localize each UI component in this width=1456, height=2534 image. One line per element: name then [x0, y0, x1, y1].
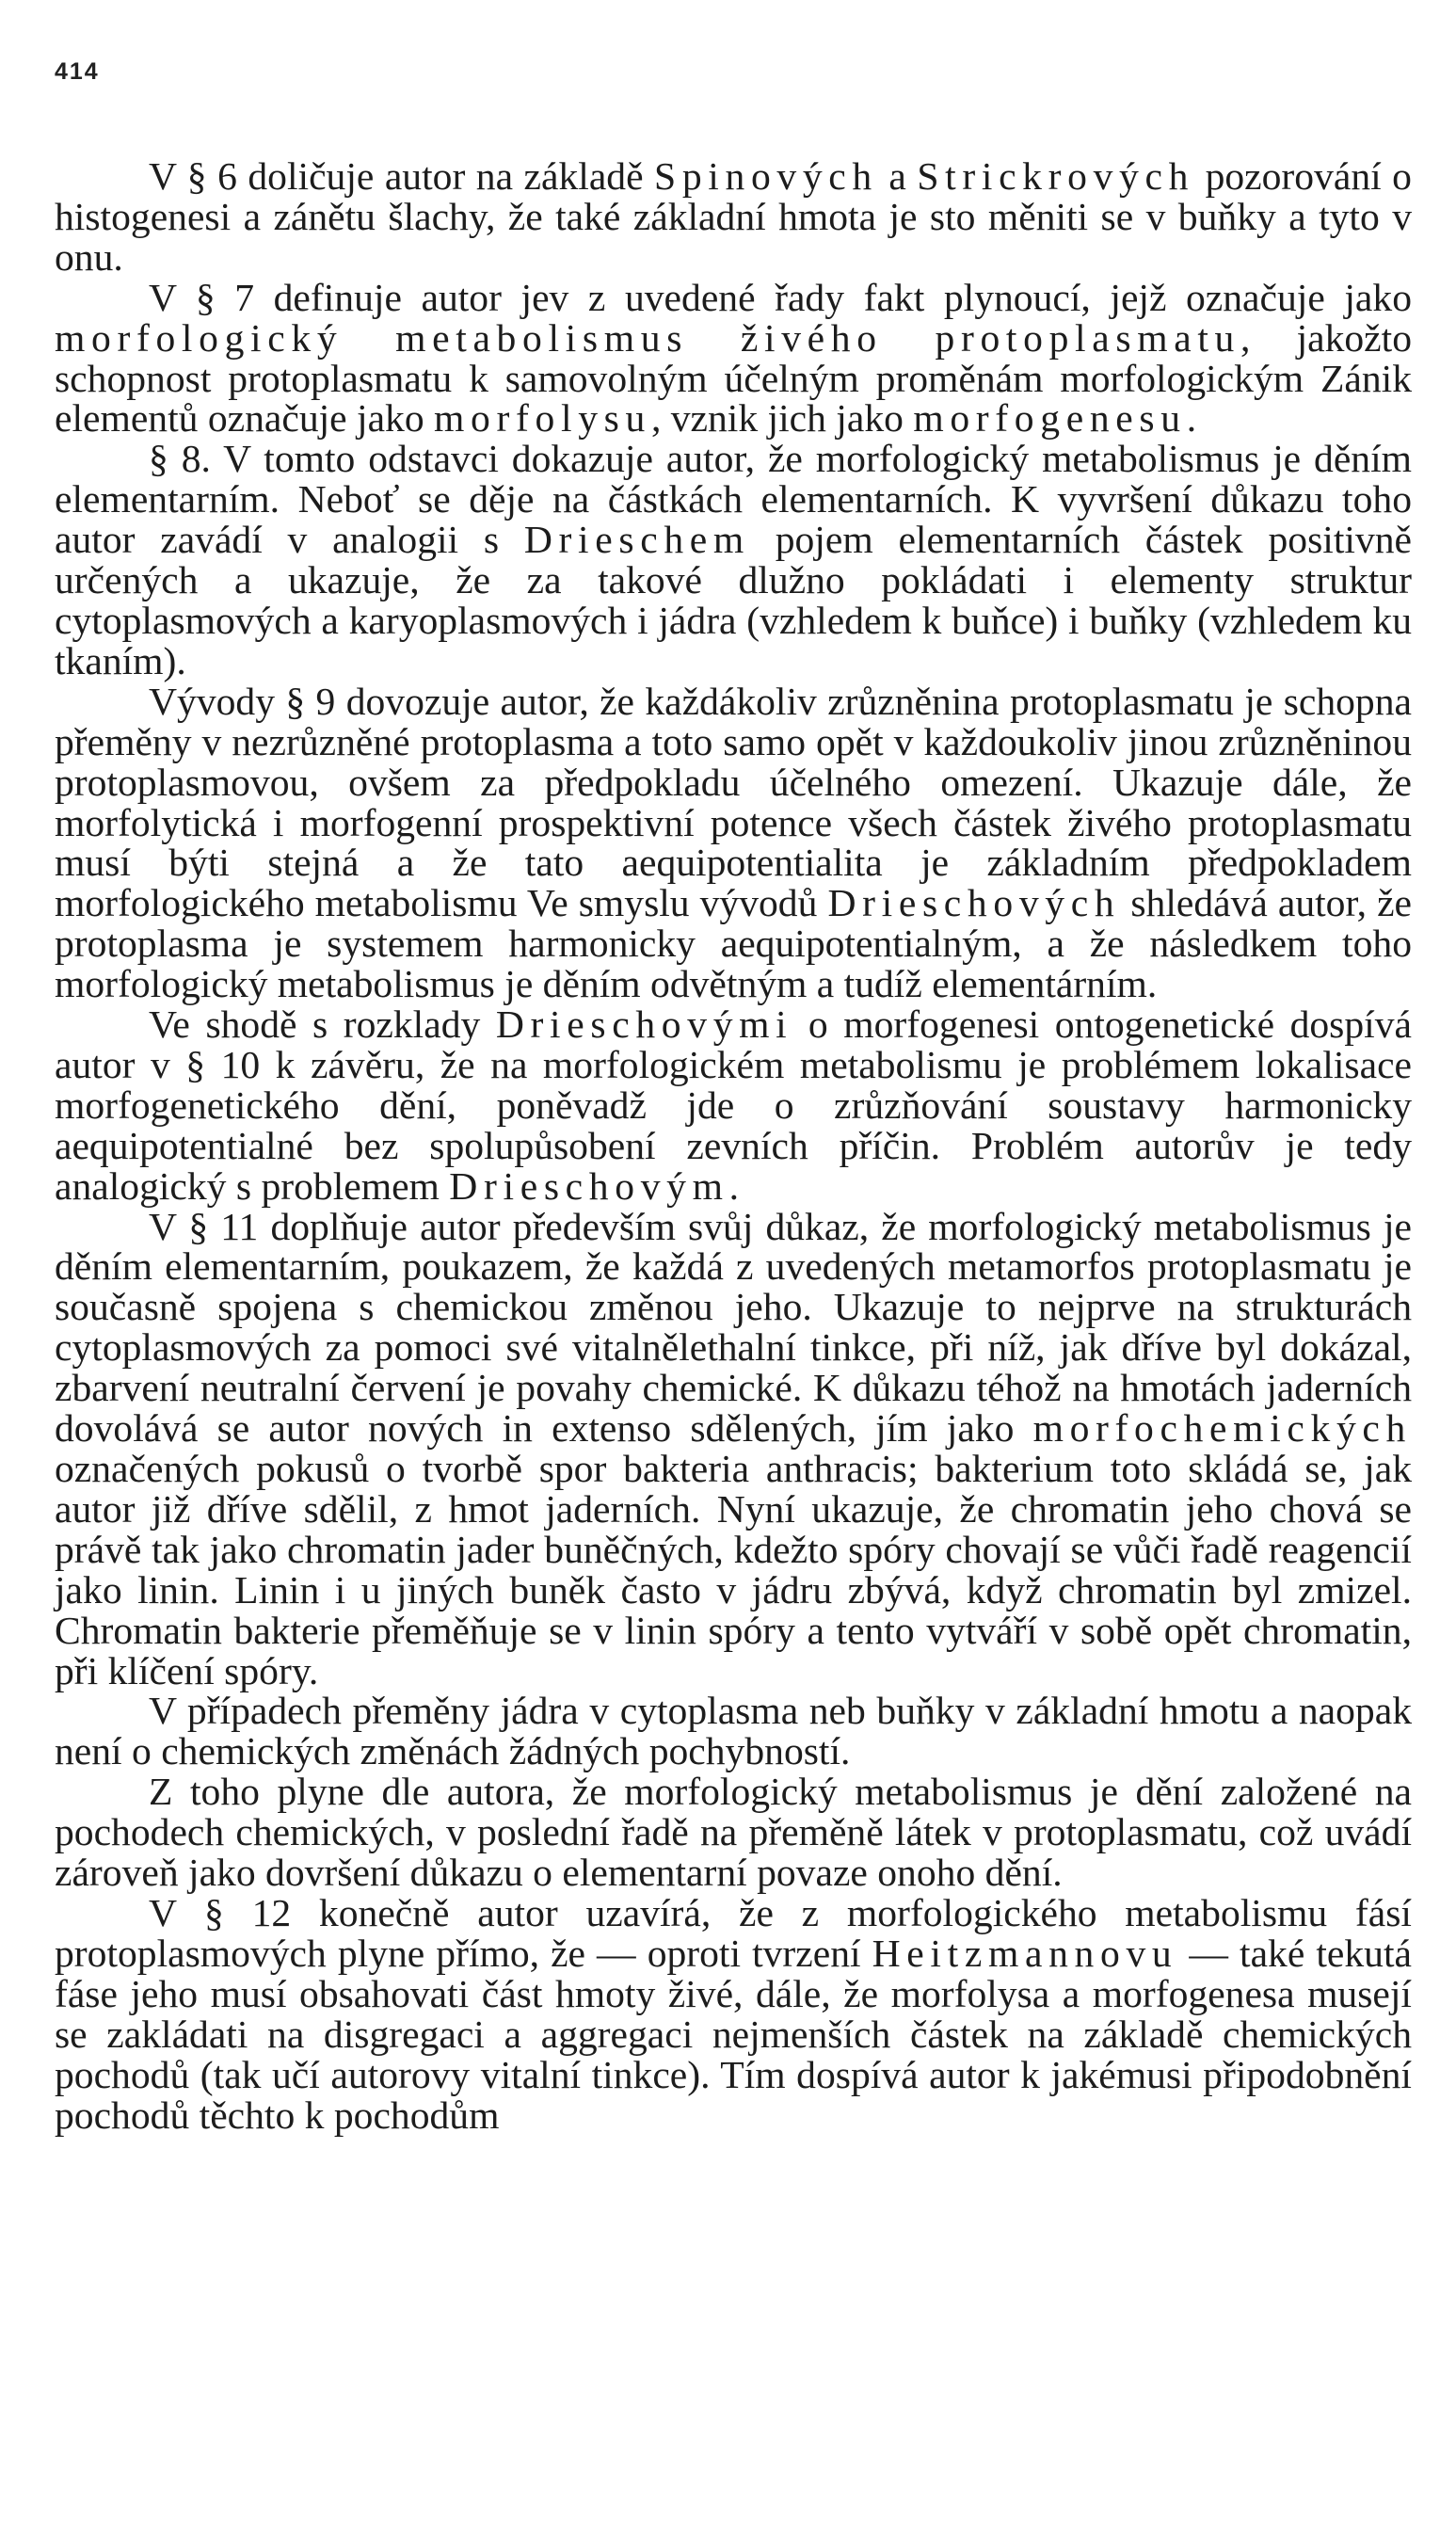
text-run: .	[728, 1163, 740, 1208]
spaced-name: Strickrových	[917, 154, 1195, 198]
text-run: Ve shodě s rozklady	[149, 1002, 496, 1047]
body-text	[55, 156, 1412, 2135]
text-run: označených pokusů o tvorbě spor bakteria anthracis; bakterium toto skládá se, jak autor již dříve sdělil, z hmot jaderních. Nyní ukazuje, že chromatin jeho chová se právě tak jako chromatin jader buněčných, kdežto spóry chovají se vůči řadě reagencií jako linin. Linin i u jiných buněk často v jádru zbývá, když chromatin byl zmizel. Chromatin bakterie přeměňuje se v linin spóry a tento vytváří v sobě opět chromatin, při klíčení spóry.	[55, 1447, 1412, 1692]
spaced-name: Drieschem	[523, 518, 750, 562]
text-run: shledává autor, že protoplasma je systemem harmonicky aequipotentialným, a že následkem toho morfologický metabolismus je děním odvětným a tudíž elementárním.	[55, 881, 1412, 1006]
text-run: V § 7 definuje autor jev z uvedené řady fakt plynoucí, jejž označuje jako	[149, 275, 1412, 319]
paragraph	[55, 439, 1412, 681]
text-run: pozorování o histogenesi a zánětu šlachy, že také základní hmota je sto měniti se v buňky a tyto v onu.	[55, 154, 1412, 279]
text-run: § 8. V tomto odstavci dokazuje autor, že morfologický metabolismus je děním elementarním. Neboť se děje na částkách elementarních. K vyvršení důkazu toho autor zavádí v analogii s	[55, 437, 1412, 562]
paragraph	[55, 156, 1412, 278]
spaced-name: Drieschových	[827, 881, 1121, 925]
text-run: a	[877, 154, 918, 198]
paragraph	[55, 275, 1412, 441]
text-run: .	[1186, 396, 1197, 441]
text-run: pojem elementarních částek positivně určených a ukazuje, že za takové dlužno pokládati i elementy struktur cytoplasmových a karyoplasmových i jádra (vzhledem k buňce) i buňky (vzhledem ku tkaním).	[55, 518, 1413, 682]
spaced-name: morfologický metabolismus živého protoplasmatu	[55, 315, 1240, 360]
paragraph	[55, 1691, 1412, 1772]
spaced-name: Heitzmannovu	[872, 1931, 1178, 1975]
spaced-name: morfolysu	[434, 396, 651, 441]
spaced-name: morfochemických	[1032, 1406, 1412, 1451]
text-run: V § 6 dоličuje autor na základě	[149, 154, 655, 198]
paragraph	[55, 1204, 1412, 1692]
text-run: o morfogenesi ontogenetické dospívá autor v § 10 k závěru, že na morfologickém metabolismu je problémem lokalisace morfogenetického dění, poněvadž jde o zrůzňování soustavy harmonicky aequipotentialné bez spolupůsobení zevních příčin. Problém autorův je tedy analogický s problemem	[55, 1002, 1412, 1208]
paragraph	[55, 1890, 1412, 2137]
spaced-name: Drieschovým	[449, 1163, 729, 1208]
text-run: , vznik jich jako	[650, 396, 914, 441]
text-run: Vývody § 9 dovozuje autor, že každákoliv zrůzněnina protoplasmatu je schopna přeměny v nezrůzněné protoplasma a toto samo opět v každoukoliv jinou zrůzněninou protoplasmovou, ovšem za předpokladu účelného omezení. Ukazuje dále, že morfolytická i morfogenní prospektivní potence všech částek živého protoplasmatu musí býti stejná a že tato aequipotentialita je základním předpokladem morfologického metabolismu Ve smyslu vývodů	[55, 679, 1412, 925]
paragraph	[55, 679, 1412, 1006]
text-run: V § 12 konečně autor uzavírá, že z morfologického metabolismu fásí protoplasmových plyne přímo, že — oproti tvrzení	[55, 1890, 1412, 1975]
paragraph	[55, 1772, 1412, 1893]
text-run: V § 11 doplňuje autor především svůj důkaz, že morfologický metabolismus je děním elementarním, poukazem, že každá z uvedených metamorfos protoplasmatu je současně spojena s chemickou změnou jeho. Ukazuje to nejprve na strukturách cytoplasmových za pomoci své vitalnělethalní tinkce, při níž, jak dříve byl dokázal, zbarvení neutralní červení je povahy chemické. K důkazu téhož na hmotách jaderních dovolává se autor nových in extenso sdělených, jím jako	[55, 1204, 1412, 1451]
spaced-name: morfogenesu	[913, 396, 1187, 441]
spaced-name: Drieschovými	[495, 1002, 793, 1047]
paragraph	[55, 1004, 1412, 1207]
text-run: — také tekutá fáse jeho musí obsahovati část hmoty živé, dále, že morfolysa a morfogenesa musejí se zakládati na disgregaci a aggregaci nejmenších částek na základě chemických pochodů (tak učí autorovy vitalní tinkce). Tím dospívá autor k jakémusi připodobnění pochodů těchto k pochodům	[55, 1931, 1412, 2137]
text-run: V případech přeměny jádra v cytoplasma neb buňky v základní hmotu a naopak není o chemických změnách žádných pochybností.	[55, 1689, 1412, 1773]
page-number: 414	[55, 58, 100, 85]
spaced-name: Spinových	[654, 154, 878, 198]
text-run: , jakožto schopnost protoplasmatu k samovolným účelným proměnám morfologickým Zánik elementů označuje jako	[55, 315, 1412, 441]
text-run: Z toho plyne dle autora, že morfologický metabolismus je dění založené na pochodech chemických, v poslední řadě na přeměně látek v protoplasmatu, což uvádí zároveň jako dovršení důkazu o elementarní povaze onoho dění.	[55, 1770, 1412, 1895]
